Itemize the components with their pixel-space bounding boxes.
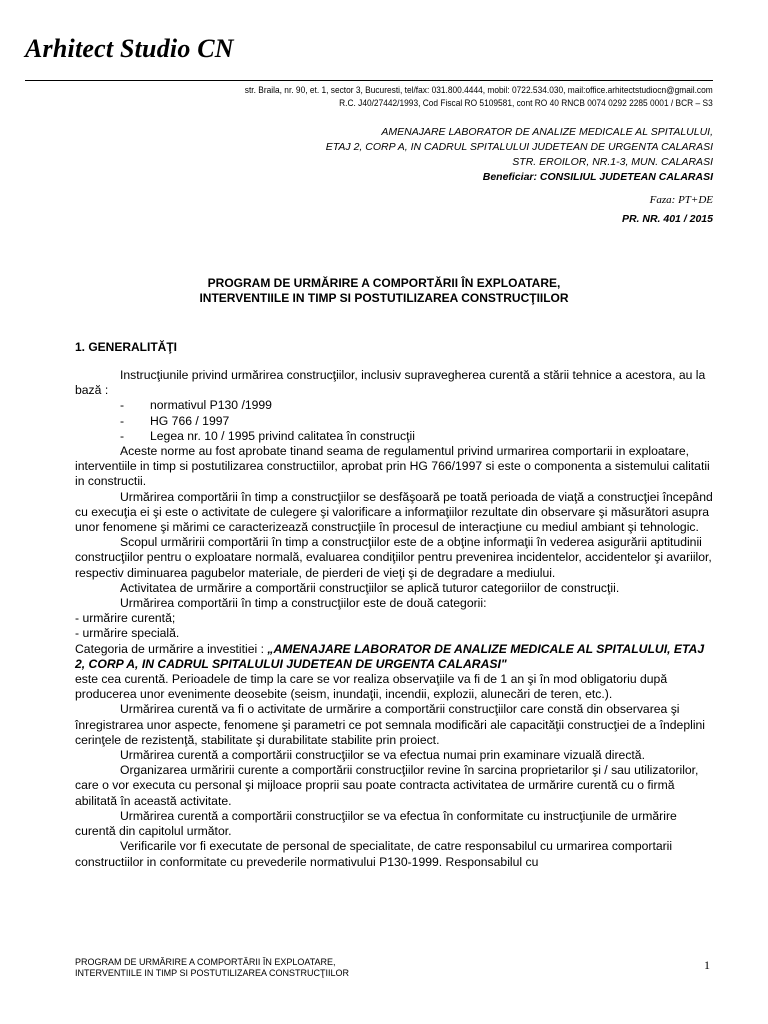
document-title-line-2: INTERVENTIILE IN TIMP SI POSTUTILIZAREA CONSTRUCŢIILOR [199, 291, 569, 305]
paragraph-investment-category [75, 642, 715, 672]
paragraph: Urmărirea comportării în timp a construcţiilor se desfăşoară pe toată perioada de viaţă a construcţiei începând cu execuţia ei şi este o activitate de culegere şi valorificare a informaţiilor rezultate din observare şi măsurători asupra unor fenomene şi mărimi ce caracterizează construcţiile în procesul de interacţiune cu mediul ambiant şi tehnologic. [75, 489, 713, 535]
page-number: 1 [704, 958, 710, 972]
project-block [326, 125, 713, 185]
investment-intro: Categoria de urmărire a investitiei : [75, 641, 268, 656]
footer-line-2: INTERVENTIILE IN TIMP SI POSTUTILIZAREA CONSTRUCŢIILOR [75, 968, 350, 978]
paragraph: Urmărirea comportării în timp a construcţiilor este de două categorii: [120, 596, 487, 611]
contact-line-registration: R.C. J40/27442/1993, Cod Fiscal RO 5109581, cont RO 40 RNCB 0074 0292 2285 0001 / BCR – S3 [339, 98, 713, 109]
project-line-1: AMENAJARE LABORATOR DE ANALIZE MEDICALE AL SPITALULUI, [381, 126, 713, 138]
contact-block [181, 84, 713, 110]
list-item-text: Legea nr. 10 / 1995 privind calitatea în construcţii [150, 428, 415, 443]
header-divider [25, 80, 713, 81]
paragraph: este cea curentă. Perioadele de timp la care se vor realiza observaţiile va fi de 1 an şi în mod obligatoriu după producerea unor evenimente deosebite (seism, inundaţii, incendii, explozii, alunecări de teren, etc.). [75, 672, 668, 702]
page-footer [75, 957, 349, 979]
studio-name: Arhitect Studio CN [25, 34, 234, 63]
list-item-text: HG 766 / 1997 [150, 413, 230, 428]
document-title [0, 276, 768, 306]
category-item: - urmărire specială. [75, 626, 180, 641]
section-heading: 1. GENERALITĂŢI [75, 340, 178, 354]
body-text [75, 368, 715, 870]
list-item [75, 414, 715, 429]
paragraph: Urmărirea curentă a comportării construcţiilor se va efectua în conformitate cu instrucţiunile de urmărire curentă din capitolul următor. [75, 808, 677, 839]
paragraph: Urmărirea curentă a comportării construcţiilor se va efectua numai prin examinare vizuală directă. [120, 748, 645, 763]
paragraph: Activitatea de urmărire a comportării construcţiilor se aplică tuturor categoriilor de construcţii. [120, 580, 620, 595]
project-line-2: ETAJ 2, CORP A, IN CADRUL SPITALULUI JUDETEAN DE URGENTA CALARASI [325, 141, 713, 153]
paragraph: Scopul urmăririi comportării în timp a construcţiilor este de a obţine informaţii în vederea asigurării aptitudinii construcţiilor pentru o exploatare normală, evaluarea condiţiilor pentru prevenirea incidentelor, accidentelor şi avariilor, respectiv diminuarea pagubelor materiale, de pierderi de vieţi şi de degradare a mediului. [75, 535, 712, 580]
investment-name: „AMENAJARE LABORATOR DE ANALIZE MEDICALE AL SPITALULUI, ETAJ 2, CORP A, IN CADRUL SPITALULUI JUDETEAN DE URGENTA CALARASI" [75, 641, 705, 671]
project-line-3: STR. EROILOR, NR.1-3, MUN. CALARASI [512, 156, 713, 168]
document-title-line-1: PROGRAM DE URMĂRIRE A COMPORTĂRII ÎN EXPLOATARE, [207, 276, 561, 290]
project-phase: Faza: PT+DE [649, 194, 713, 206]
paragraph: Organizarea urmăririi curente a comportării construcţiilor revine în sarcina proprietarilor şi / sau utilizatorilor, care o vor executa cu personal şi mijloace proprii sau poate contracta activitatea de urmărire curentă cu o firmă abilitată în această activitate. [75, 763, 699, 808]
list-item [75, 429, 715, 444]
paragraph: Urmărirea curentă va fi o activitate de urmărire a comportării construcţiilor care constă din observarea şi înregistrarea unor aspecte, fenomene şi parametri ce pot semnala modificări ale capacităţii construcţiei de a îndeplini cerinţele de rezistenţă, stabilitate şi durabilitate stabilite prin proiect. [75, 702, 706, 747]
bullet-dash: - [120, 413, 125, 428]
paragraph: Verificarile vor fi executate de personal de specialitate, de catre responsabilul cu urmarirea comportarii constructiilor in conformitate cu prevederile normativului P130-1999. Responsabilul cu [75, 839, 673, 869]
footer-line-1: PROGRAM DE URMĂRIRE A COMPORTĂRII ÎN EXPLOATARE, [75, 957, 336, 967]
bullet-dash: - [120, 398, 125, 413]
paragraph: Aceste norme au fost aprobate tinand seama de regulamentul privind urmarirea comportarii in exploatare, interventiile in timp si postutilizarea constructiilor, aprobat prin HG 766/1997 si este o componenta a sistemului calitatii in constructii. [75, 444, 710, 489]
paragraph: Instrucţiunile privind urmărirea construcţiilor, inclusiv supravegherea curentă a stării tehnice a acestora, au la bază : [75, 368, 706, 398]
contact-line-address: str. Braila, nr. 90, et. 1, sector 3, Bucuresti, tel/fax: 031.800.4444, mobil: 0722.534.030, mail:office.arhitectstudiocn@gmail.com [245, 85, 713, 96]
beneficiary: Beneficiar: CONSILIUL JUDETEAN CALARASI [482, 171, 713, 183]
project-number: PR. NR. 401 / 2015 [621, 213, 713, 225]
category-item: - urmărire curentă; [75, 611, 176, 626]
bullet-dash: - [120, 428, 125, 443]
list-item [75, 398, 715, 413]
list-item-text: normativul P130 /1999 [150, 398, 272, 413]
